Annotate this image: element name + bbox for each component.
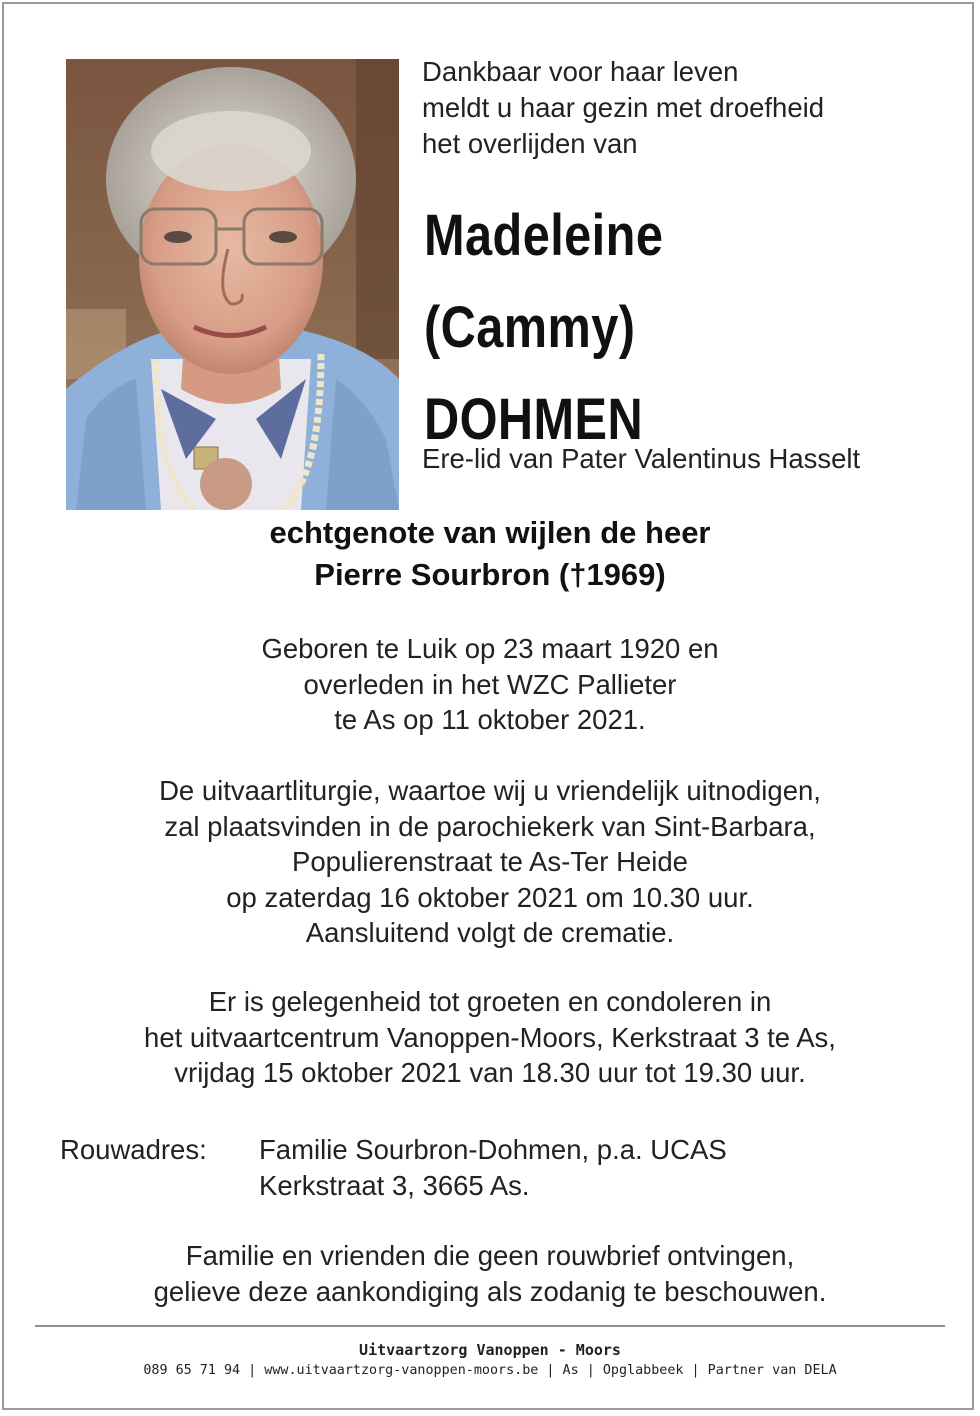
footer-company: Uitvaartzorg Vanoppen - Moors <box>359 1341 621 1359</box>
address-label: Rouwadres: <box>60 1134 207 1165</box>
text-line: vrijdag 15 oktober 2021 van 18.30 uur tot 19.30 uur. <box>174 1057 806 1088</box>
address-lines <box>259 1132 727 1204</box>
closing-text <box>0 1238 980 1309</box>
text-line: Aansluitend volgt de crematie. <box>305 917 675 948</box>
address-line: Kerkstraat 3, 3665 As. <box>259 1170 530 1201</box>
first-name: Madeleine <box>424 203 664 268</box>
footer-info: 089 65 71 94 | www.uitvaartzorg-vanoppen-moors.be | As | Opglabbeek | Partner van DELA <box>143 1363 837 1378</box>
text-line: Populierenstraat te As-Ter Heide <box>292 846 688 877</box>
intro-line: meldt u haar gezin met droefheid <box>422 92 825 123</box>
footer-divider <box>35 1325 945 1327</box>
funeral-text <box>0 773 980 951</box>
honor-line: Ere-lid van Pater Valentinus Hasselt <box>422 443 861 474</box>
text-line: De uitvaartliturgie, waartoe wij u vriendelijk uitnodigen, <box>159 775 821 806</box>
birth-death-text <box>0 631 980 738</box>
intro-line: Dankbaar voor haar leven <box>422 56 739 87</box>
address-line: Familie Sourbron-Dohmen, p.a. UCAS <box>259 1134 727 1165</box>
intro-text <box>422 54 942 162</box>
text-line: te As op 11 oktober 2021. <box>334 704 646 735</box>
last-name: DOHMEN <box>424 387 644 452</box>
text-line: overleden in het WZC Pallieter <box>303 668 677 700</box>
text-line: het uitvaartcentrum Vanoppen-Moors, Kerkstraat 3 te As, <box>144 1021 836 1053</box>
text-line: op zaterdag 16 oktober 2021 om 10.30 uur. <box>226 881 754 913</box>
text-line: zal plaatsvinden in de parochiekerk van Sint-Barbara, <box>164 810 816 842</box>
condolences-text <box>0 984 980 1091</box>
portrait-photo <box>66 59 399 510</box>
nickname: (Cammy) <box>424 295 636 360</box>
spouse-line: echtgenote van wijlen de heer <box>269 515 711 550</box>
text-line: Geboren te Luik op 23 maart 1920 en <box>261 633 719 664</box>
intro-line: het overlijden van <box>422 128 638 159</box>
text-line: Er is gelegenheid tot groeten en condoleren in <box>208 986 772 1017</box>
spouse-text <box>0 512 980 596</box>
text-line: gelieve deze aankondiging als zodanig te beschouwen. <box>153 1275 827 1307</box>
deceased-name <box>424 190 861 466</box>
spouse-line: Pierre Sourbron (†1969) <box>314 557 666 592</box>
text-line: Familie en vrienden die geen rouwbrief ontvingen, <box>185 1240 795 1271</box>
